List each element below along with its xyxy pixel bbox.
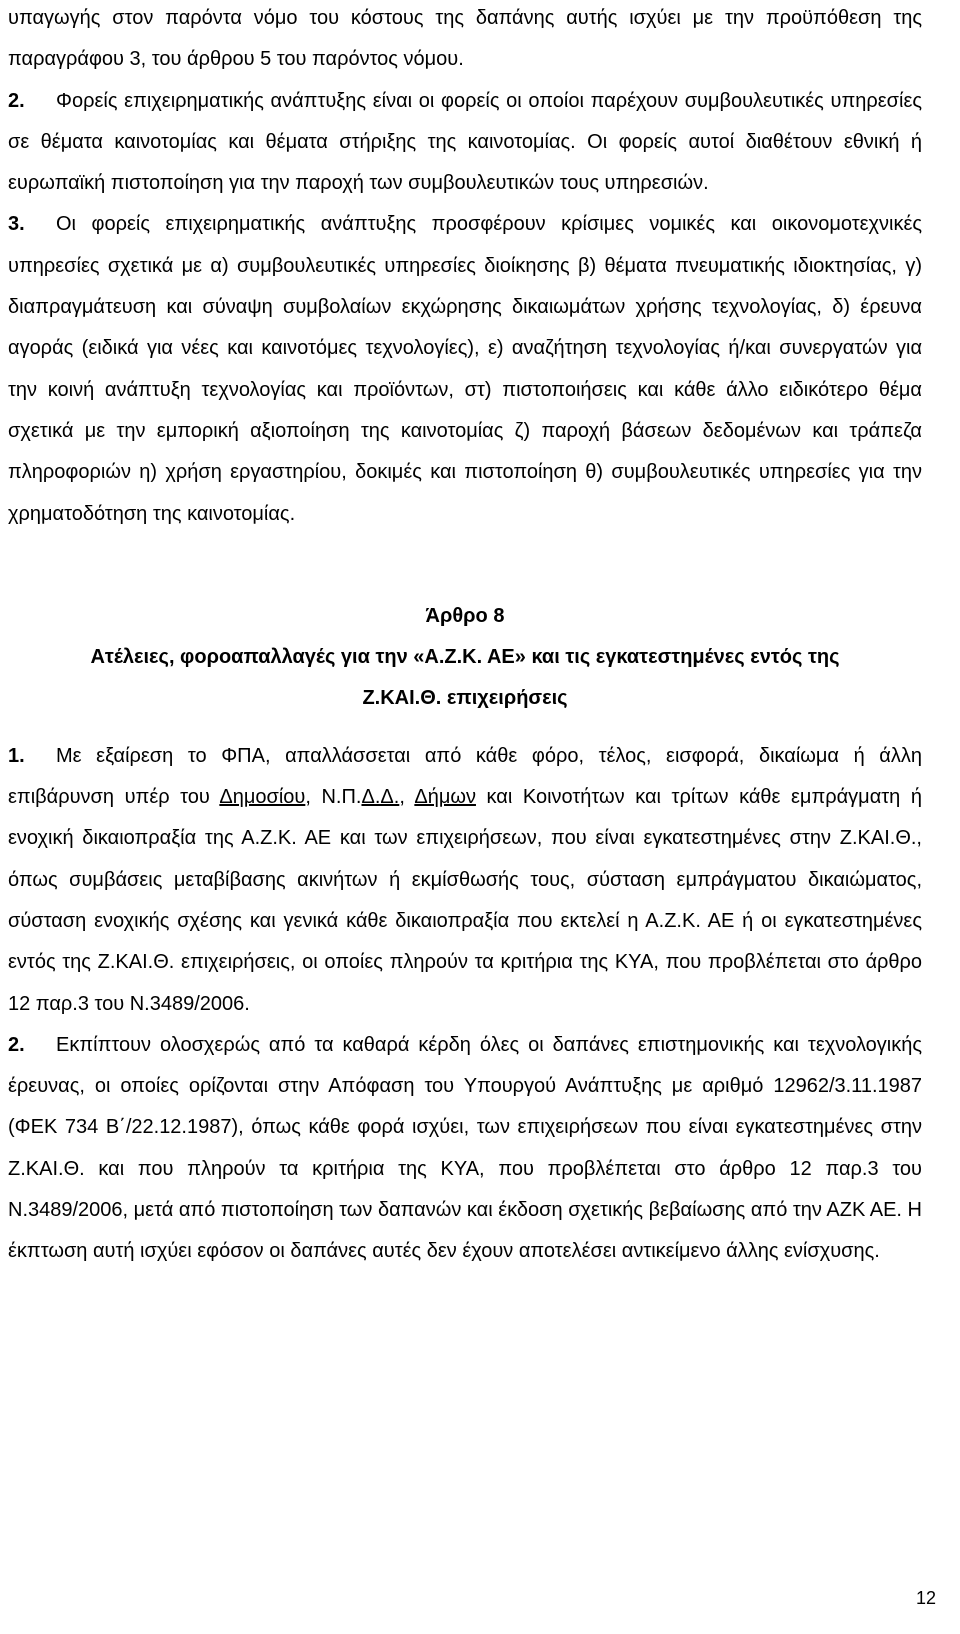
underlined-dimon: Δήμων: [414, 786, 476, 809]
underlined-dd: Δ.Δ.: [361, 786, 400, 809]
intro-paragraph: [8, 0, 922, 81]
article-paragraph-1: [8, 736, 922, 1025]
article-paragraph-2-text: Εκπίπτουν ολοσχερώς από τα καθαρά κέρδη όλες οι δαπάνες επιστημονικής και τεχνολογικής έρευνας, οι οποίες ορίζονται στην Απόφαση του Υπουργού Ανάπτυξης με αριθμό 12962/3.11.1987 (ΦΕΚ 734 Β΄/22.12.1987), όπως κάθε φορά ισχύει, των επιχειρήσεων που είναι εγκατεστημένες στην Ζ.ΚΑΙ.Θ. και που πληρούν τα κριτήρια της ΚΥΑ, που προβλέπεται στο άρθρο 12 παρ.3 του Ν.3489/2006, μετά από πιστοποίηση των δαπανών και έκδοση σχετικής βεβαίωσης από την ΑΖΚ ΑΕ. Η έκπτωση αυτή ισχύει εφόσον οι δαπάνες αυτές δεν έχουν αποτελέσει αντικείμενο άλλης ενίσχυσης.: [8, 1033, 922, 1263]
paragraph-2-text: Φορείς επιχειρηματικής ανάπτυξης είναι οι φορείς οι οποίοι παρέχουν συμβουλευτικές υπηρεσίες σε θέματα καινοτομίας και θέματα στήριξης της καινοτομίας. Οι φορείς αυτοί διαθέτουν εθνική ή ευρωπαϊκή πιστοποίηση για την παροχή των συμβουλευτικών τους υπηρεσιών.: [8, 89, 922, 195]
section-spacer: [8, 535, 922, 596]
article-paragraph-2-number: 2.: [8, 1033, 25, 1056]
underlined-dimosiou: Δημοσίου: [219, 786, 306, 809]
document-page: [8, 0, 922, 1273]
article-paragraph-1-text-a: Με εξαίρεση το ΦΠΑ, απαλλάσσεται από κάθε φόρο, τέλος, εισφορά, δικαίωμα ή άλλη επιβάρυνση υπέρ του: [8, 744, 922, 809]
heading-spacer: [8, 720, 922, 736]
page-number: 12: [915, 1588, 936, 1608]
article-paragraph-1-text-b: , Ν.Π.: [305, 786, 362, 809]
article-paragraph-1-text-c: ,: [399, 786, 415, 809]
article-title-line-2: Ζ.ΚΑΙ.Θ. επιχειρήσεις: [362, 687, 568, 710]
paragraph-3-number: 3.: [8, 213, 25, 236]
paragraph-3: [8, 204, 922, 534]
paragraph-2-number: 2.: [8, 89, 25, 112]
article-title-line-1: Ατέλειες, φοροαπαλλαγές για την «Α.Ζ.Κ. ΑΕ» και τις εγκατεστημένες εντός της: [90, 646, 840, 669]
article-paragraph-2: [8, 1025, 922, 1273]
article-paragraph-1-text-d: και Κοινοτήτων και τρίτων κάθε εμπράγματη ή ενοχική δικαιοπραξία της Α.Ζ.Κ. ΑΕ και των επιχειρήσεων, που είναι εγκατεστημένες στην Ζ.ΚΑΙ.Θ., όπως συμβάσεις μεταβίβασης ακινήτων ή εκμίσθωσής τους, σύσταση εμπράγματου δικαιώματος, σύσταση ενοχικής σχέσης και γενικά κάθε δικαιοπραξία που εκτελεί η Α.Ζ.Κ. ΑΕ ή οι εγκατεστημένες εντός της Ζ.ΚΑΙ.Θ. επιχειρήσεις, οι οποίες πληρούν τα κριτήρια της ΚΥΑ, που προβλέπεται στο άρθρο 12 παρ.3 του Ν.3489/2006.: [8, 786, 922, 1015]
paragraph-2: [8, 81, 922, 205]
article-paragraph-1-number: 1.: [8, 744, 25, 767]
article-number: Άρθρο 8: [425, 604, 505, 627]
intro-text: υπαγωγής στον παρόντα νόμο του κόστους της δαπάνης αυτής ισχύει με την προϋπόθεση της παραγράφου 3, του άρθρου 5 του παρόντος νόμου.: [8, 7, 922, 71]
paragraph-3-text: Οι φορείς επιχειρηματικής ανάπτυξης προσφέρουν κρίσιμες νομικές και οικονομοτεχνικές υπηρεσίες σχετικά με α) συμβουλευτικές υπηρεσίες διοίκησης β) θέματα πνευματικής ιδιοκτησίας, γ) διαπραγμάτευση και σύναψη συμβολαίων εκχώρησης δικαιωμάτων χρήσης τεχνολογίας, δ) έρευνα αγοράς (ειδικά για νέες και καινοτόμες τεχνολογίες), ε) αναζήτηση τεχνολογίας ή/και συνεργατών για την κοινή ανάπτυξη τεχνολογίας και προϊόντων, στ) πιστοποιήσεις και κάθε άλλο ειδικότερο θέμα σχετικά με την εμπορική αξιοποίηση της καινοτομίας ζ) παροχή βάσεων δεδομένων και τράπεζα πληροφοριών η) χρήση εργαστηρίου, δοκιμές και πιστοποίηση θ) συμβουλευτικές υπηρεσίες για την χρηματοδότηση της καινοτομίας.: [8, 213, 922, 525]
